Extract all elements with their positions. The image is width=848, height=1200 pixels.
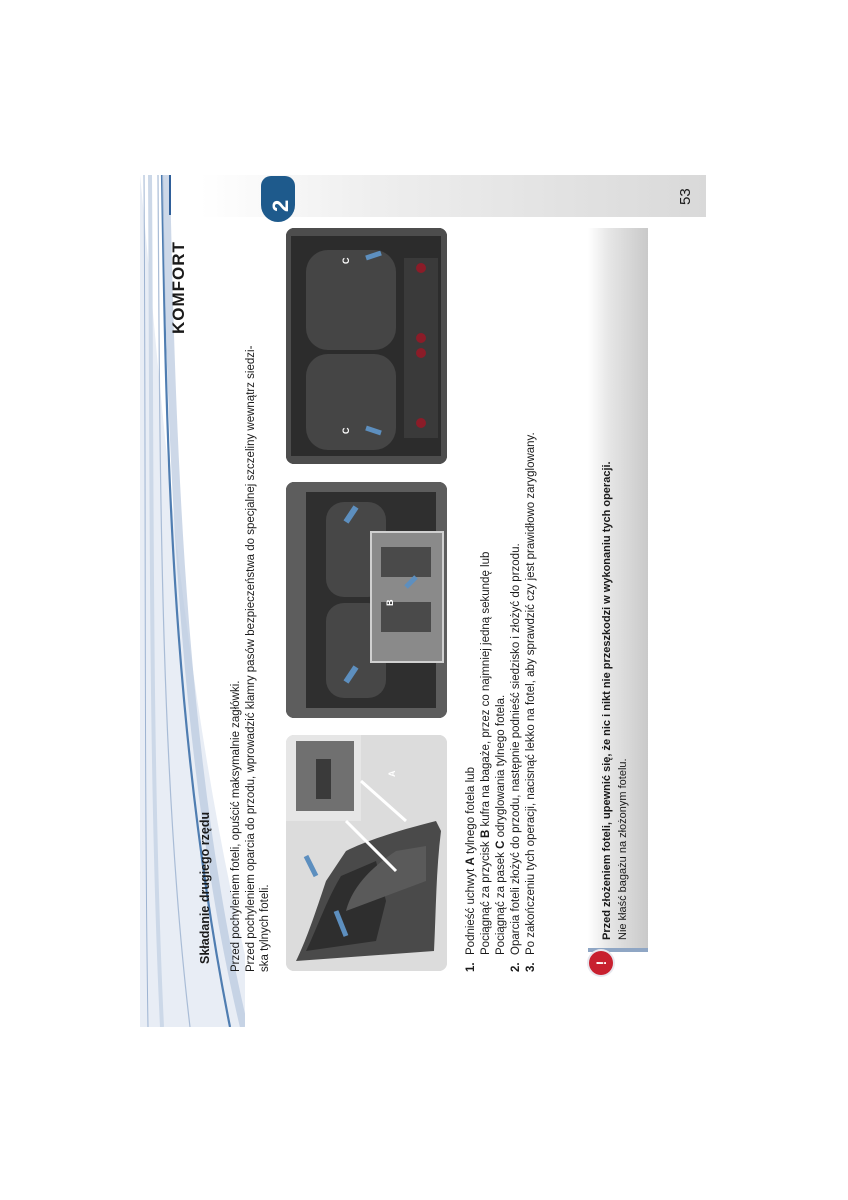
step-1-line-3: Pociągnąć za pasek C odryglowania tylnego fotela.: [495, 694, 507, 955]
step-1-line-1: Podnieść uchwyt A tylnego fotela lub: [465, 767, 477, 955]
warning-text-bold: Przed złożeniem foteli, upewnić się, że nic i nikt nie przeszkodzi w wykonaniu tych operacji.: [601, 461, 613, 940]
step-1-number: 1.: [465, 962, 477, 972]
exclamation-icon: !: [589, 951, 613, 975]
seat-illustration-trunk-button: [286, 482, 447, 718]
section-heading: Składanie drugiego rzędu: [198, 811, 212, 964]
chapter-number: 2: [268, 199, 293, 212]
seat-illustration-strap: [286, 228, 447, 464]
step-3-text: Po zakończeniu tych operacji, nacisnąć lekko na fotel, aby sprawdzić czy jest prawidłowo zaryglowany.: [525, 432, 537, 955]
step-1-line-2: Pociągnąć za przycisk B kufra na bagaże, przez co najmniej jedną sekundę lub: [480, 551, 492, 955]
page-number: 53: [677, 188, 694, 205]
warning-text: Nie kłaść bagażu na złożonym fotelu.: [617, 758, 629, 940]
step-2-number: 2.: [510, 962, 522, 972]
label-a: A: [387, 770, 397, 777]
step-2-text: Oparcia foteli złożyć do przodu, następnie podnieść siedzisko i złożyć do przodu.: [510, 543, 522, 955]
seat-illustration-handle: [286, 735, 447, 971]
label-c-right: C: [341, 427, 351, 434]
intro-paragraph-1: Przed pochyleniem foteli, opuścić maksymalnie zagłówki.: [230, 680, 242, 972]
label-c-left: C: [341, 257, 351, 264]
step-3-number: 3.: [525, 962, 537, 972]
label-b: B: [385, 599, 395, 606]
intro-paragraph-2-line-2: ska tylnych foteli.: [259, 884, 271, 972]
section-title: KOMFORT: [169, 241, 188, 334]
intro-paragraph-2-line-1: Przed pochyleniem oparcia do przodu, wprowadzić klamry pasów bezpieczeństwa do specjalnej szczeliny wewnątrz siedzi-: [245, 345, 257, 972]
